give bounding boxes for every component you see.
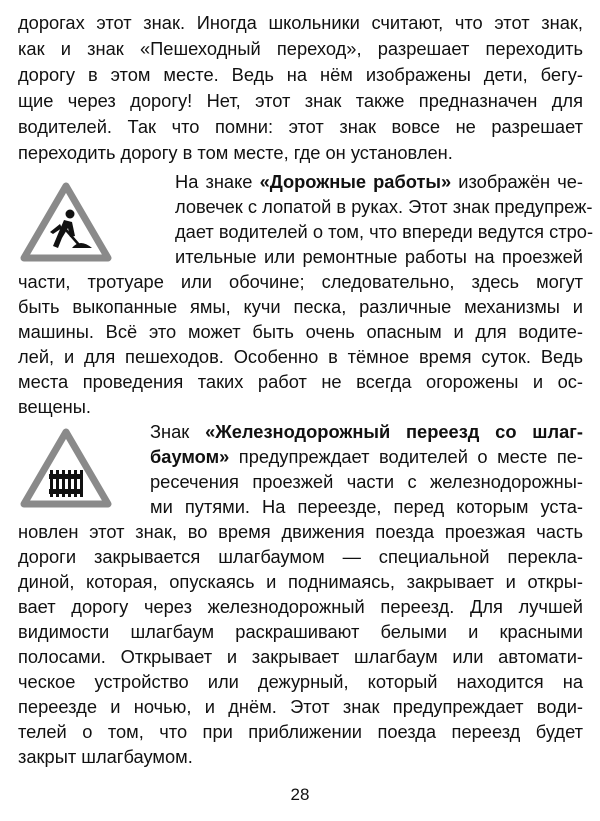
- text-segment: переезде и ночью, и днём. Этот знак предупреждает води-: [18, 696, 583, 717]
- text-segment: части, тротуаре или обочине; следовательно, здесь могут: [18, 271, 583, 292]
- text-segment: диной, которая, опускаясь и поднимаясь, закрывает и откры-: [18, 571, 583, 592]
- text-line: [18, 719, 583, 744]
- text-segment: изображён че-: [451, 171, 583, 192]
- text-line: [18, 369, 583, 394]
- text-line: [18, 344, 583, 369]
- text-line: [18, 644, 583, 669]
- text-line: [18, 319, 583, 344]
- text-line: [18, 569, 583, 594]
- text-line: [18, 269, 583, 294]
- text-segment: Знак: [150, 421, 206, 442]
- text-segment: дорогу в этом месте. Ведь на нём изображены дети, бегу-: [18, 64, 583, 85]
- text-line: [18, 294, 583, 319]
- text-line: [18, 744, 583, 769]
- text-line: [18, 669, 583, 694]
- text-segment: На знаке: [175, 171, 260, 192]
- text-line: [150, 444, 583, 469]
- text-segment: новлен этот знак, во время движения поезда проезжая часть: [18, 521, 583, 542]
- text-line: [150, 419, 583, 444]
- text-line: [18, 544, 583, 569]
- text-segment: ительные или ремонтные работы на проезжей: [175, 246, 583, 267]
- road-works-sign-icon: [20, 182, 112, 262]
- text-line: [18, 10, 583, 35]
- sign-name-bold: «Железнодорожный переезд со шлаг-: [205, 421, 583, 442]
- text-segment: вещены.: [18, 396, 91, 417]
- text-line: [18, 619, 583, 644]
- text-segment: вает дорогу через железнодорожный переезд. Для лучшей: [18, 596, 583, 617]
- text-segment: водителей. Так что помни: этот знак вовсе не разрешает: [18, 116, 583, 137]
- text-segment: ресечения проезжей части с железнодорожны-: [150, 471, 583, 492]
- text-segment: ловечек с лопатой в руках. Этот знак предупреж-: [175, 196, 593, 217]
- text-line: [175, 169, 583, 194]
- text-segment: телей о том, что при приближении поезда переезд будет: [18, 721, 583, 742]
- text-segment: лей, и для пешеходов. Особенно в тёмное время суток. Ведь: [18, 346, 583, 367]
- text-segment: дороги закрывается шлагбаумом — специальной перекла-: [18, 546, 583, 567]
- text-line: [150, 469, 583, 494]
- text-line: [18, 519, 583, 544]
- text-segment: дорогах этот знак. Иногда школьники считают, что этот знак,: [18, 12, 583, 33]
- text-line: [18, 140, 583, 165]
- text-line: [175, 244, 583, 269]
- sign-name-bold: баумом»: [150, 446, 230, 467]
- text-segment: видимости шлагбаум раскрашивают белыми и красными: [18, 621, 583, 642]
- text-line: [175, 219, 594, 244]
- text-segment: места проведения таких работ не всегда огорожены и ос-: [18, 371, 583, 392]
- text-line: [150, 494, 583, 519]
- text-segment: как и знак «Пешеходный переход», разрешает переходить: [18, 38, 583, 59]
- text-line: [18, 594, 583, 619]
- text-line: [18, 36, 583, 61]
- text-segment: предупреждает водителей о месте пе-: [229, 446, 583, 467]
- page-number: 28: [290, 785, 310, 804]
- text-line: [18, 694, 583, 719]
- text-line: [18, 62, 583, 87]
- text-segment: щие через дорогу! Нет, этот знак также предназначен для: [18, 90, 583, 111]
- text-line: [18, 394, 583, 419]
- text-segment: дает водителей о том, что впереди ведутся стро-: [175, 221, 594, 242]
- sign-name-bold: «Дорожные работы»: [259, 171, 452, 192]
- text-line: [18, 114, 583, 139]
- text-segment: ми путями. На переезде, перед которым уста-: [150, 496, 583, 517]
- text-segment: ческое устройство или дежурный, который находится на: [18, 671, 583, 692]
- text-line: [18, 88, 583, 113]
- railway-crossing-sign-icon: [20, 428, 112, 508]
- text-line: [175, 194, 593, 219]
- text-segment: закрыт шлагбаумом.: [18, 746, 193, 767]
- text-segment: переходить дорогу в том месте, где он установлен.: [18, 142, 453, 163]
- text-segment: машины. Всё это может быть очень опасным и для водите-: [18, 321, 583, 342]
- text-segment: быть выкопанные ямы, кучи песка, различные механизмы и: [18, 296, 583, 317]
- text-segment: полосами. Открывает и закрывает шлагбаум или автомати-: [18, 646, 583, 667]
